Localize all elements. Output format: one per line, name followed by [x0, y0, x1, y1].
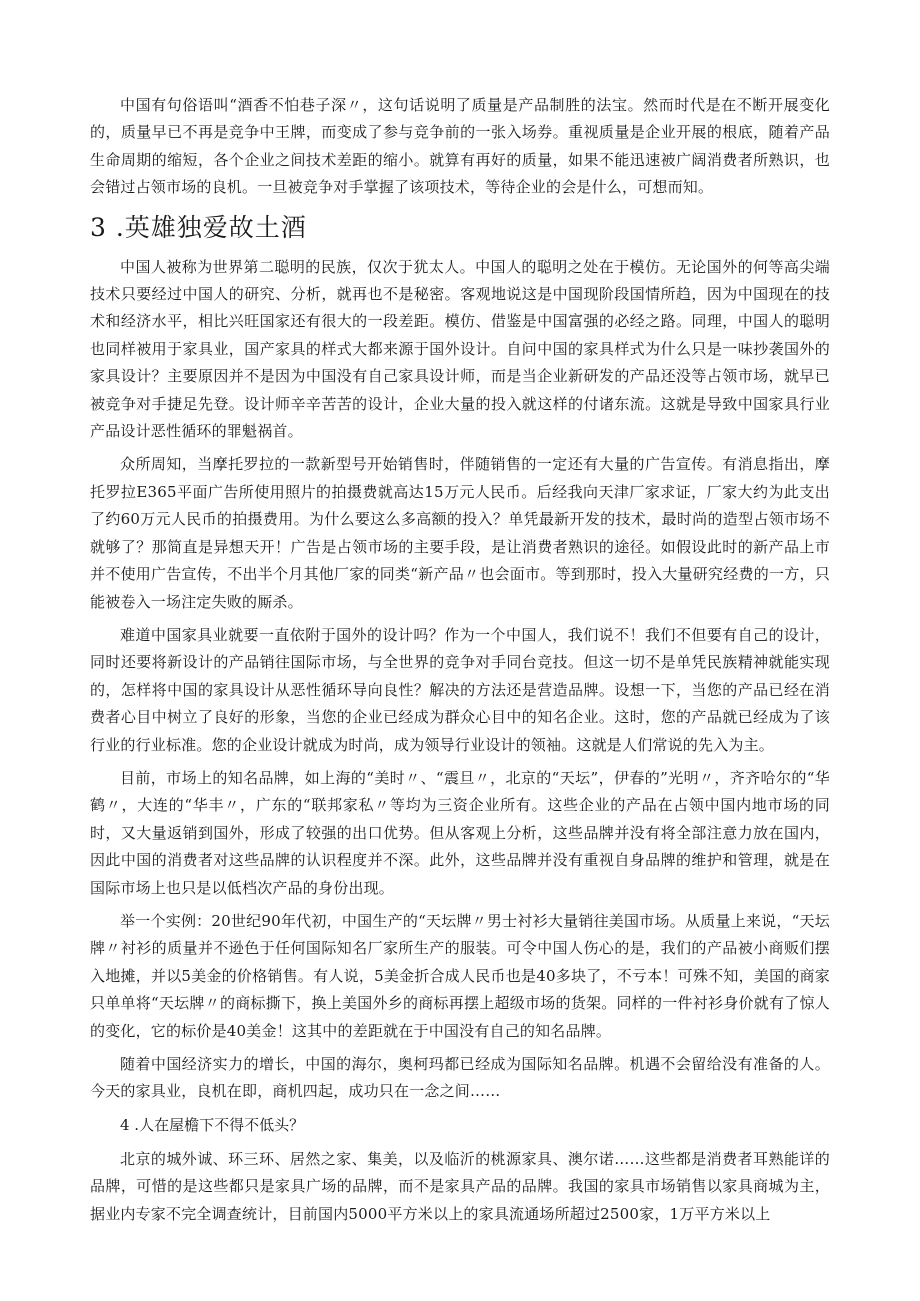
section-3-paragraph-5: 举一个实例：20世纪90年代初，中国生产的“天坛牌〃男士衬衫大量销往美国市场。从质量上来说，“天坛牌〃衬衫的质量并不逊色于任何国际知名厂家所生产的服装。可令中国人伤心的是，我们的产品被小商贩们摆入地摊，并以5美金的价格销售。有人说，5美金折合成人民币也是40多块了，不亏本！可殊不知，美国的商家只单单将“天坛牌〃的商标撕下，换上美国外乡的商标再摆上超级市场的货架。同样的一件衬衫身价就有了惊人的变化，它的标价是40美金！这其中的差距就在于中国没有自己的知名品牌。 [90, 911, 830, 1040]
section-3-paragraph-6: 随着中国经济实力的增长，中国的海尔，奥柯玛都已经成为国际知名品牌。机遇不会留给没有准备的人。今天的家具业，良机在即，商机四起，成功只在一念之间…… [90, 1055, 830, 1101]
section-4-paragraph-1: 北京的城外诚、环三环、居然之家、集美，以及临沂的桃源家具、澳尔诺……这些都是消费者耳熟能详的品牌，可惜的是这些都只是家具广场的品牌，而不是家具产品的品牌。我国的家具市场销售以家具商城为主，据业内专家不完全调查统计，目前国内5000平方米以上的家具流通场所超过2500家，1万平方米以上 [90, 1149, 830, 1223]
section-3-heading: 3 .英雄独爱故土酒 [90, 212, 307, 242]
section-3-paragraph-2: 众所周知，当摩托罗拉的一款新型号开始销售时，伴随销售的一定还有大量的广告宣传。有消息指出，摩托罗拉E365平面广告所使用照片的拍摄费就高达15万元人民币。后经我向天津厂家求证，厂家大约为此支出了约60万元人民币的拍摄费用。为什么要这么多高额的投入？单凭最新开发的技术，最时尚的造型占领市场不就够了？那简直是异想天开！广告是占领市场的主要手段，是让消费者熟识的途径。如假设此时的新产品上市并不使用广告宣传，不出半个月其他厂家的同类“新产品〃也会面市。等到那时，投入大量研究经费的一方，只能被卷入一场注定失败的厮杀。 [90, 455, 830, 611]
section-3-paragraph-4: 目前，市场上的知名品牌，如上海的“美时〃、“震旦〃，北京的“天坛”，伊春的”光明〃，齐齐哈尔的“华鹤〃，大连的“华丰〃，广东的“联邦家私〃等均为三资企业所有。这些企业的产品在占领中国内地市场的同时，又大量返销到国外，形成了较强的出口优势。但从客观上分析，这些品牌并没有将全部注意力放在国内，因此中国的消费者对这些品牌的认识程度并不深。此外，这些品牌并没有重视自身品牌的维护和管理，就是在国际市场上也只是以低档次产品的身份出现。 [90, 768, 830, 897]
document-page [90, 92, 830, 1234]
section-3-paragraph-3: 难道中国家具业就要一直依附于国外的设计吗？作为一个中国人，我们说不！我们不但要有自己的设计，同时还要将新设计的产品销往国际市场，与全世界的竞争对手同台竞技。但这一切不是单凭民族精神就能实现的，怎样将中国的家具设计从恶性循环导向良性？解决的方法还是营造品牌。设想一下，当您的产品已经在消费者心目中树立了良好的形象，当您的企业已经成为群众心目中的知名企业。这时，您的产品就已经成为了该行业的行业标准。您的企业设计就成为时尚，成为领导行业设计的领袖。这就是人们常说的先入为主。 [90, 625, 830, 754]
intro-paragraph: 中国有句俗语叫“酒香不怕巷子深〃，这句话说明了质量是产品制胜的法宝。然而时代是在不断开展变化的，质量早已不再是竞争中王牌，而变成了参与竞争前的一张入场券。重视质量是企业开展的根底，随着产品生命周期的缩短，各个企业之间技术差距的缩小。就算有再好的质量，如果不能迅速被广阔消费者所熟识，也会错过占领市场的良机。一旦被竞争对手掌握了该项技术，等待企业的会是什么，可想而知。 [90, 96, 830, 197]
section-3-paragraph-1: 中国人被称为世界第二聪明的民族，仅次于犹太人。中国人的聪明之处在于模仿。无论国外的何等高尖端技术只要经过中国人的研究、分析，就再也不是秘密。客观地说这是中国现阶段国情所趋，因为中国现在的技术和经济水平，相比兴旺国家还有很大的一段差距。模仿、借鉴是中国富强的必经之路。同理，中国人的聪明也同样被用于家具业，国产家具的样式大都来源于国外设计。自问中国的家具样式为什么只是一味抄袭国外的家具设计？主要原因并不是因为中国没有自己家具设计师，而是当企业新研发的产品还没等占领市场，就早已被竞争对手捷足先登。设计师辛辛苦苦的设计，企业大量的投入就这样的付诸东流。这就是导致中国家具行业产品设计恶性循环的罪魁祸首。 [90, 257, 830, 441]
section-4-heading: 4 .人在屋檐下不得不低头？ [120, 1115, 305, 1134]
